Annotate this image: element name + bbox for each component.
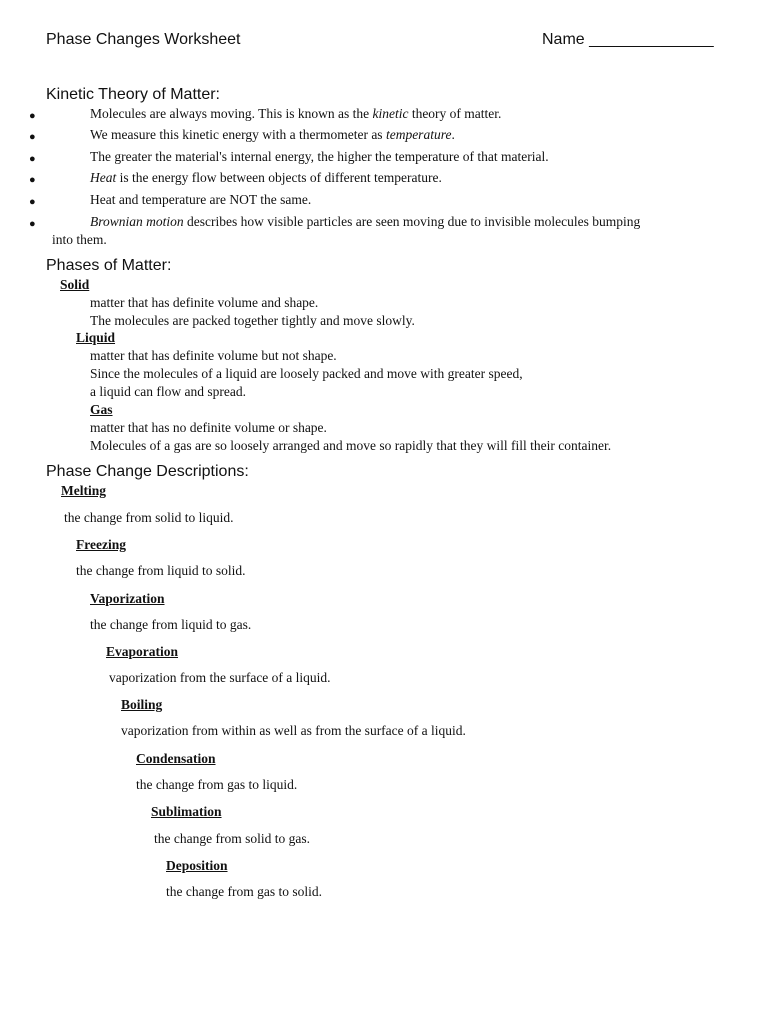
term-solid: Solid (60, 277, 90, 292)
kinetic-theory-heading: Kinetic Theory of Matter: (46, 86, 220, 103)
def-vaporization: the change from liquid to gas. (90, 617, 252, 632)
kinetic-bullet-6-continued: into them. (52, 232, 107, 247)
term-gas: Gas (90, 402, 113, 417)
def-evaporation: vaporization from the surface of a liquid. (109, 670, 331, 685)
kinetic-bullet-2-text-end: . (451, 127, 455, 142)
kinetic-bullet-4-text: is the energy flow between objects of different temperature. (116, 170, 442, 185)
solid-line-1: matter that has definite volume and shape. (90, 295, 319, 310)
bullet-icon: ● (29, 153, 36, 165)
def-condensation: the change from gas to liquid. (136, 777, 298, 792)
kinetic-bullet-6-text: describes how visible particles are seen moving due to invisible molecules bumping (183, 214, 641, 229)
kinetic-bullet-1 (90, 105, 501, 123)
term-melting: Melting (61, 483, 106, 498)
def-melting: the change from solid to liquid. (64, 510, 234, 525)
kinetic-bullet-4 (90, 169, 442, 187)
kinetic-bullet-6-emphasis: Brownian motion (90, 214, 184, 229)
kinetic-bullet-2-emphasis: temperature (385, 127, 452, 142)
kinetic-bullet-2 (90, 126, 455, 144)
kinetic-bullet-1-text: Molecules are always moving. This is known as the (90, 106, 373, 121)
gas-line-1: matter that has no definite volume or shape. (90, 420, 327, 435)
term-vaporization: Vaporization (90, 591, 165, 606)
term-freezing: Freezing (76, 537, 126, 552)
def-boiling: vaporization from within as well as from the surface of a liquid. (121, 723, 466, 738)
phases-heading: Phases of Matter: (46, 257, 172, 274)
kinetic-bullet-1-text-end: theory of matter. (408, 106, 502, 121)
def-freezing: the change from liquid to solid. (76, 563, 246, 578)
term-evaporation: Evaporation (106, 644, 179, 659)
descriptions-heading: Phase Change Descriptions: (46, 463, 249, 480)
kinetic-bullet-2-text: We measure this kinetic energy with a thermometer as (90, 127, 386, 142)
kinetic-bullet-4-emphasis: Heat (90, 170, 117, 185)
liquid-line-1: matter that has definite volume but not shape. (90, 348, 337, 363)
kinetic-bullet-3: The greater the material's internal energy, the higher the temperature of that material. (90, 149, 549, 164)
liquid-line-2: Since the molecules of a liquid are loosely packed and move with greater speed, (90, 366, 523, 381)
bullet-icon: ● (29, 196, 36, 208)
term-boiling: Boiling (121, 697, 163, 712)
name-field-label: Name ______________ (542, 31, 714, 48)
kinetic-bullet-1-emphasis: kinetic (372, 106, 409, 121)
term-liquid: Liquid (76, 330, 116, 345)
solid-line-2: The molecules are packed together tightly and move slowly. (90, 313, 415, 328)
kinetic-bullet-5: Heat and temperature are NOT the same. (90, 192, 312, 207)
gas-line-2: Molecules of a gas are so loosely arranged and move so rapidly that they will fill their container. (90, 438, 612, 453)
bullet-icon: ● (29, 218, 36, 230)
def-deposition: the change from gas to solid. (166, 884, 322, 899)
term-deposition: Deposition (166, 858, 228, 873)
bullet-icon: ● (29, 110, 36, 122)
bullet-icon: ● (29, 174, 36, 186)
page-title: Phase Changes Worksheet (46, 31, 241, 48)
liquid-line-3: a liquid can flow and spread. (90, 384, 246, 399)
term-sublimation: Sublimation (151, 804, 222, 819)
kinetic-bullet-6 (90, 213, 640, 231)
bullet-icon: ● (29, 131, 36, 143)
term-condensation: Condensation (136, 751, 216, 766)
def-sublimation: the change from solid to gas. (154, 831, 310, 846)
